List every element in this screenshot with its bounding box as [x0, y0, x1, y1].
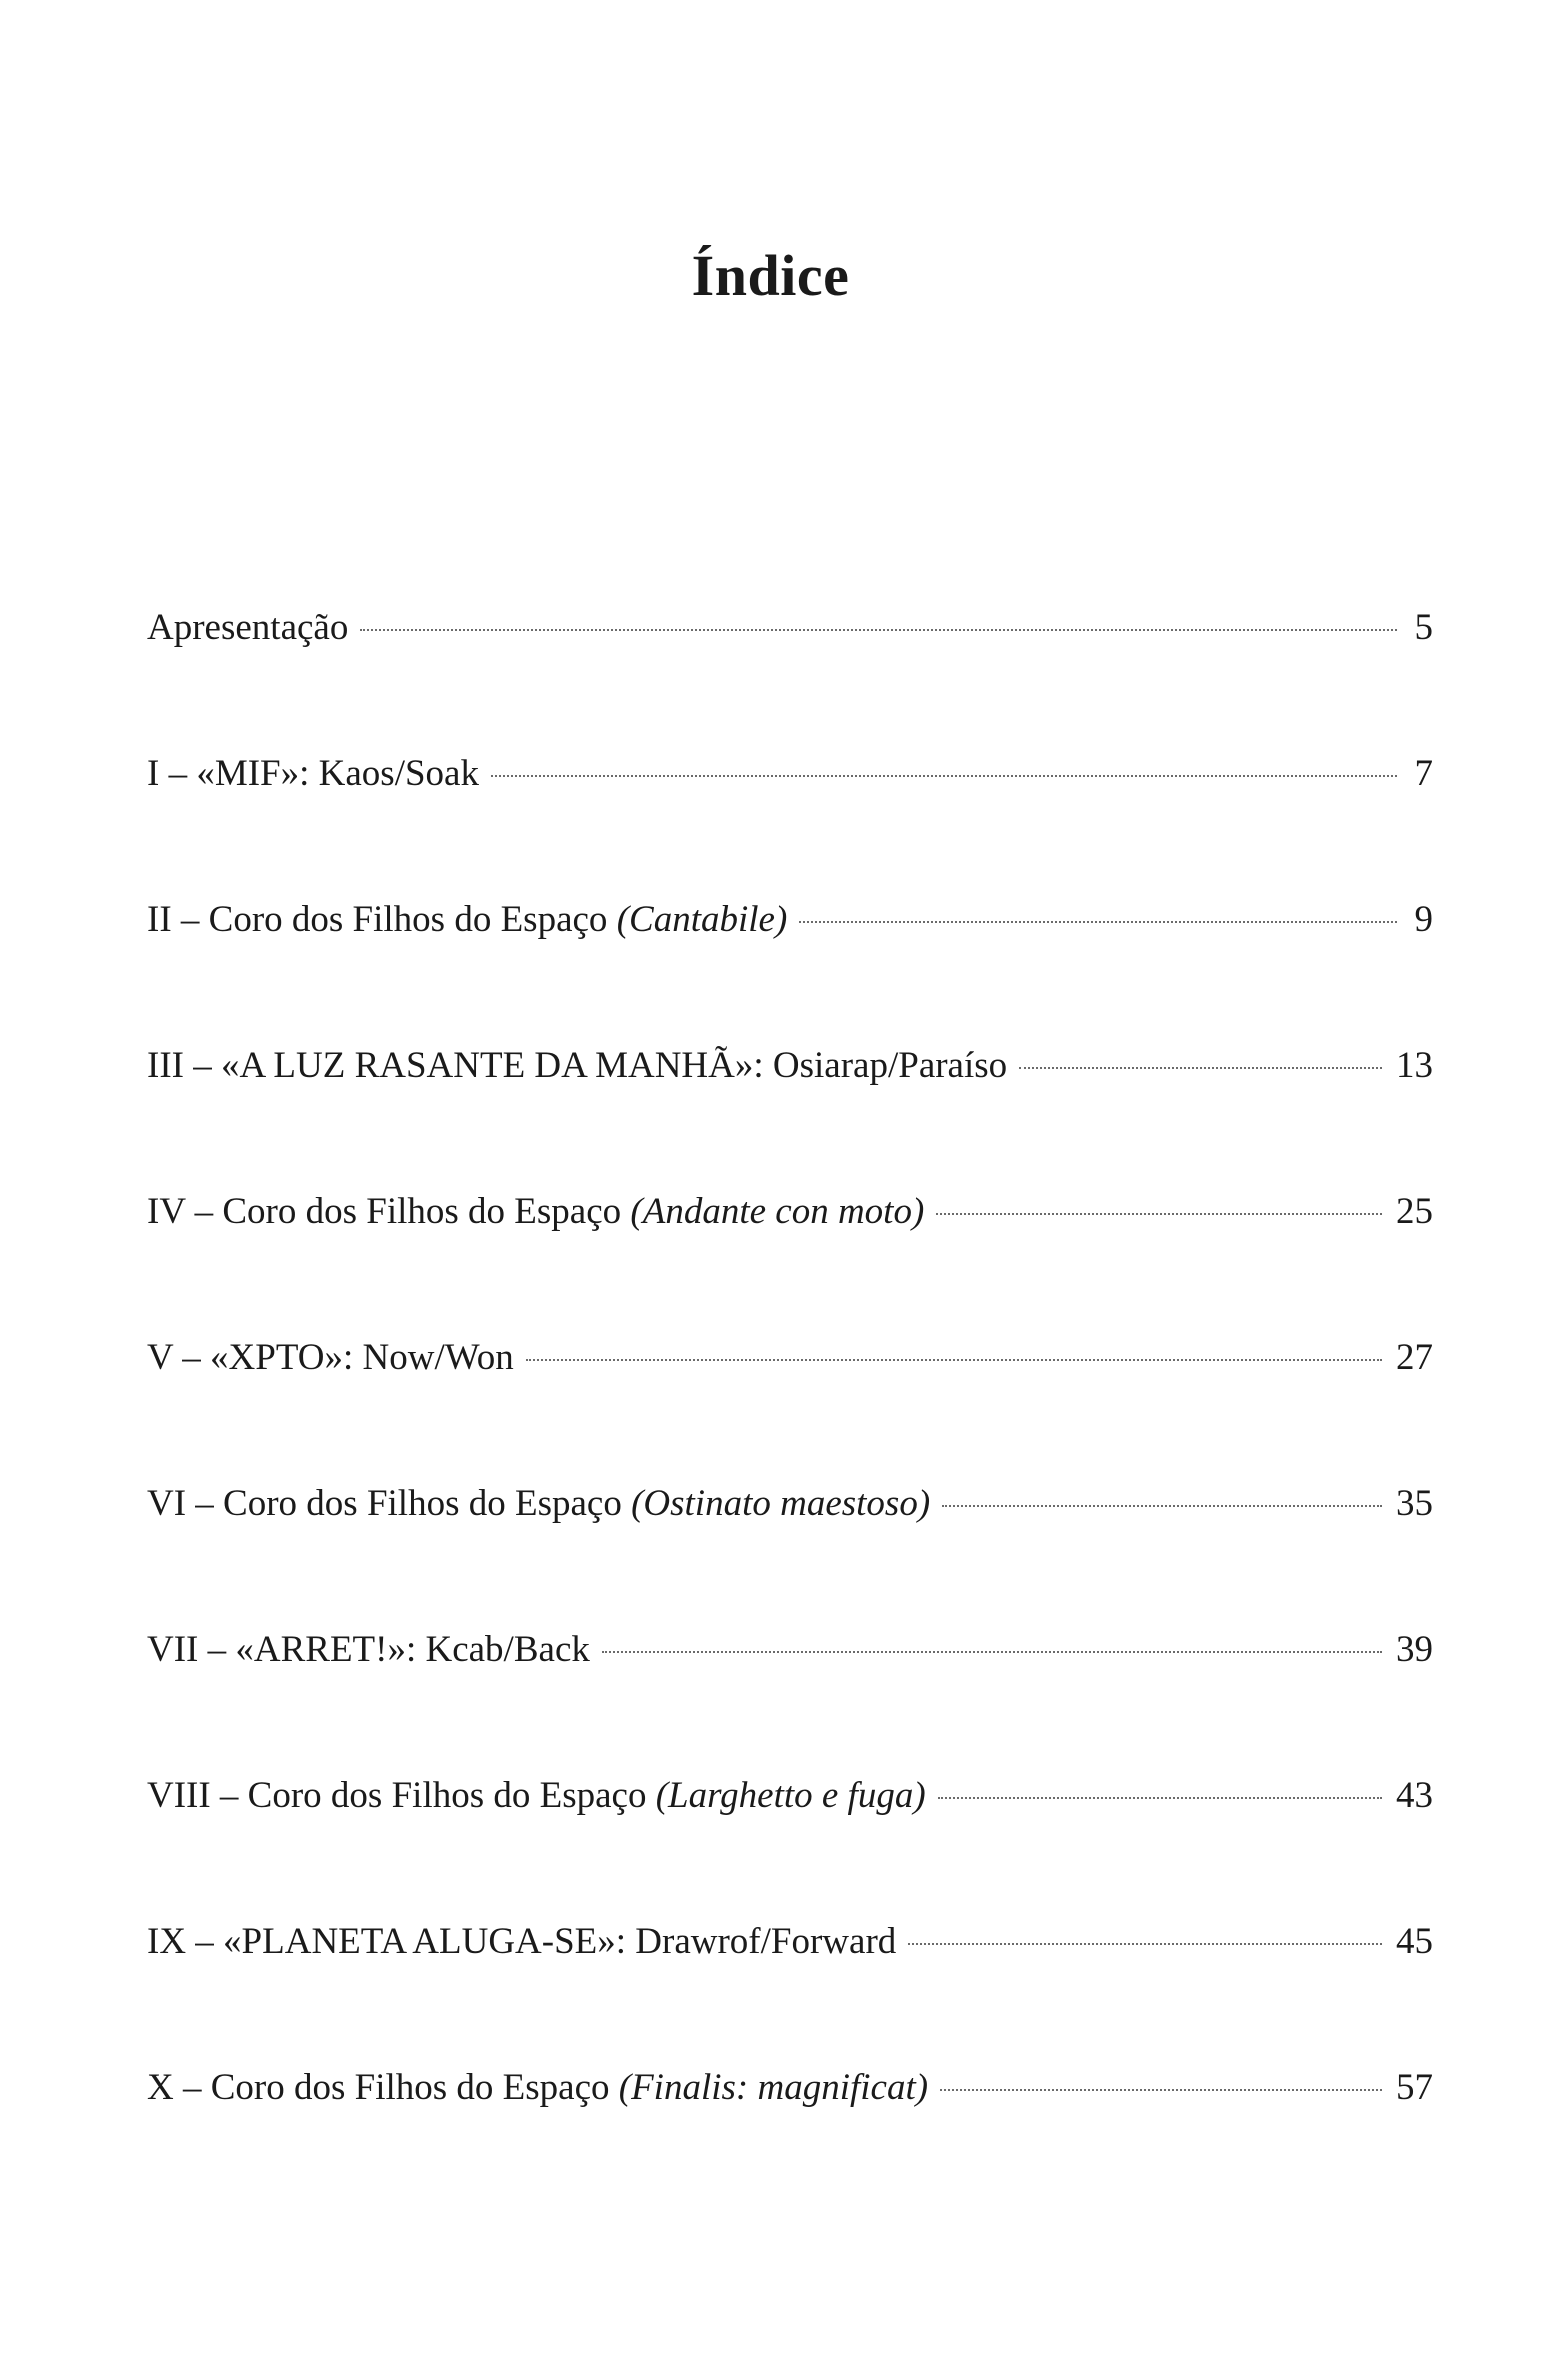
toc-entry-subtitle: (Andante con moto) [630, 1191, 925, 1232]
dot-leader [360, 629, 1397, 631]
toc-entry-page: 39 [1396, 1629, 1433, 1670]
toc-entry-title: X – Coro dos Filhos do Espaço (Finalis: magnificat) [147, 2067, 929, 2108]
dot-leader [799, 921, 1397, 923]
dot-leader [908, 1943, 1382, 1945]
toc-entry-title: IX – «PLANETA ALUGA-SE»: Drawrof/Forward [147, 1921, 897, 1962]
dot-leader [936, 1213, 1382, 1215]
toc-entry-chapter-8[interactable] [147, 1763, 1433, 1909]
toc-entry-title: Apresentação [147, 607, 349, 648]
toc-entry-title: I – «MIF»: Kaos/Soak [147, 753, 479, 794]
toc-entry-apresentacao[interactable] [147, 595, 1433, 741]
toc-entry-page: 5 [1414, 607, 1433, 648]
table-of-contents [147, 595, 1433, 2201]
toc-entry-chapter-4[interactable] [147, 1179, 1433, 1325]
toc-entry-page: 25 [1396, 1191, 1433, 1232]
toc-entry-subtitle: (Ostinato maestoso) [631, 1483, 931, 1524]
toc-entry-page: 35 [1396, 1483, 1433, 1524]
toc-entry-page: 13 [1396, 1045, 1433, 1086]
dot-leader [602, 1651, 1382, 1653]
toc-entry-chapter-9[interactable] [147, 1909, 1433, 2055]
toc-entry-chapter-1[interactable] [147, 741, 1433, 887]
dot-leader [938, 1797, 1382, 1799]
toc-entry-page: 45 [1396, 1921, 1433, 1962]
page-title: Índice [691, 242, 850, 308]
toc-entry-title: VIII – Coro dos Filhos do Espaço (Larghetto e fuga) [147, 1775, 926, 1816]
toc-entry-title: III – «A LUZ RASANTE DA MANHÃ»: Osiarap/Paraíso [147, 1045, 1008, 1086]
toc-entry-chapter-7[interactable] [147, 1617, 1433, 1763]
toc-entry-title: VII – «ARRET!»: Kcab/Back [147, 1629, 590, 1670]
toc-entry-page: 9 [1414, 899, 1433, 940]
dot-leader [942, 1505, 1382, 1507]
toc-entry-page: 57 [1396, 2067, 1433, 2108]
toc-entry-subtitle: (Larghetto e fuga) [655, 1775, 926, 1816]
toc-entry-title: IV – Coro dos Filhos do Espaço (Andante con moto) [147, 1191, 925, 1232]
toc-entry-page: 7 [1414, 753, 1433, 794]
dot-leader [491, 775, 1397, 777]
toc-entry-subtitle: (Finalis: magnificat) [618, 2067, 929, 2108]
dot-leader [940, 2089, 1382, 2091]
toc-entry-page: 43 [1396, 1775, 1433, 1816]
toc-entry-subtitle: (Cantabile) [616, 899, 788, 940]
toc-entry-title: VI – Coro dos Filhos do Espaço (Ostinato maestoso) [147, 1483, 931, 1524]
toc-entry-chapter-2[interactable] [147, 887, 1433, 1033]
toc-entry-chapter-5[interactable] [147, 1325, 1433, 1471]
toc-entry-title: V – «XPTO»: Now/Won [147, 1337, 514, 1378]
toc-entry-chapter-6[interactable] [147, 1471, 1433, 1617]
toc-entry-chapter-10[interactable] [147, 2055, 1433, 2201]
toc-entry-title: II – Coro dos Filhos do Espaço (Cantabile) [147, 899, 788, 940]
toc-entry-page: 27 [1396, 1337, 1433, 1378]
dot-leader [526, 1359, 1382, 1361]
dot-leader [1019, 1067, 1382, 1069]
toc-entry-chapter-3[interactable] [147, 1033, 1433, 1179]
